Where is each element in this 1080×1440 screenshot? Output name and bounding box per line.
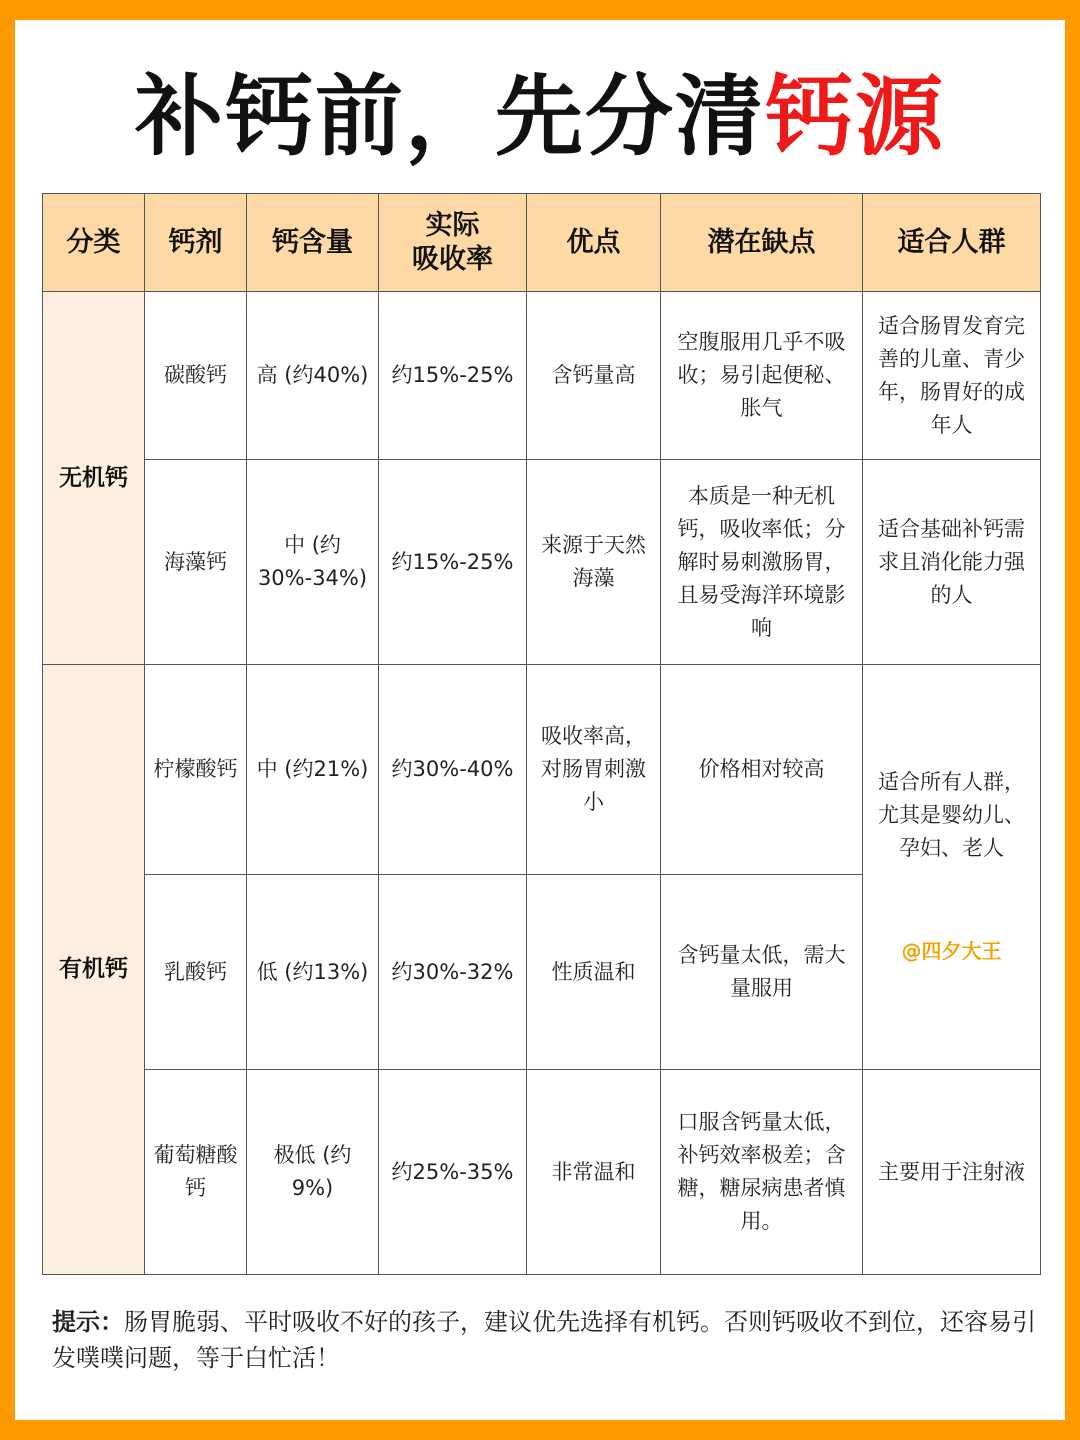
pros: 性质温和 bbox=[527, 875, 661, 1070]
table-row bbox=[43, 1070, 1041, 1275]
cons: 本质是一种无机钙，吸收率低；分解时易刺激肠胃，且易受海洋环境影响 bbox=[661, 460, 863, 665]
absorption-rate: 约15%-25% bbox=[379, 460, 527, 665]
header-absorption: 实际 吸收率 bbox=[379, 194, 527, 292]
cons: 口服含钙量太低，补钙效率极差；含糖，糖尿病患者慎用。 bbox=[661, 1070, 863, 1275]
header-pros: 优点 bbox=[527, 194, 661, 292]
pros: 吸收率高，对肠胃刺激小 bbox=[527, 665, 661, 875]
audience: 适合基础补钙需求且消化能力强的人 bbox=[863, 460, 1041, 665]
pros: 来源于天然海藻 bbox=[527, 460, 661, 665]
page-title bbox=[0, 62, 1080, 172]
table-row bbox=[43, 665, 1041, 875]
agent-name: 乳酸钙 bbox=[145, 875, 247, 1070]
audience: 适合肠胃发育完善的儿童、青少年，肠胃好的成年人 bbox=[863, 292, 1041, 460]
cons: 价格相对较高 bbox=[661, 665, 863, 875]
header-agent: 钙剂 bbox=[145, 194, 247, 292]
absorption-rate: 约25%-35% bbox=[379, 1070, 527, 1275]
table-row bbox=[43, 292, 1041, 460]
table-row bbox=[43, 460, 1041, 665]
agent-name: 柠檬酸钙 bbox=[145, 665, 247, 875]
agent-name: 海藻钙 bbox=[145, 460, 247, 665]
header-cons: 潜在缺点 bbox=[661, 194, 863, 292]
tip-note bbox=[52, 1304, 1052, 1376]
audience-merged bbox=[863, 665, 1041, 1070]
table-header-row bbox=[43, 194, 1041, 292]
audience: 主要用于注射液 bbox=[863, 1070, 1041, 1275]
absorption-rate: 约15%-25% bbox=[379, 292, 527, 460]
agent-name: 碳酸钙 bbox=[145, 292, 247, 460]
cons: 含钙量太低，需大量服用 bbox=[661, 875, 863, 1070]
pros: 非常温和 bbox=[527, 1070, 661, 1275]
agent-name: 葡萄糖酸钙 bbox=[145, 1070, 247, 1275]
calcium-content: 中 (约30%-34%) bbox=[247, 460, 379, 665]
cons: 空腹服用几乎不吸收；易引起便秘、胀气 bbox=[661, 292, 863, 460]
calcium-content: 低 (约13%) bbox=[247, 875, 379, 1070]
title-main: 补钙前，先分清 bbox=[134, 65, 765, 168]
header-audience: 适合人群 bbox=[863, 194, 1041, 292]
calcium-comparison-table bbox=[42, 193, 1041, 1275]
watermark: @四夕大王 bbox=[901, 939, 1002, 963]
absorption-rate-highlight: 约30%-40% bbox=[379, 665, 527, 875]
tip-text: 肠胃脆弱、平时吸收不好的孩子，建议优先选择有机钙。否则钙吸收不到位，还容易引发噗噗问题，等于白忙活！ bbox=[52, 1308, 1036, 1372]
header-calcium-content: 钙含量 bbox=[247, 194, 379, 292]
title-accent: 钙源 bbox=[765, 65, 946, 168]
category-organic: 有机钙 bbox=[43, 665, 145, 1275]
tip-label: 提示： bbox=[52, 1308, 124, 1336]
pros: 含钙量高 bbox=[527, 292, 661, 460]
calcium-content: 中 (约21%) bbox=[247, 665, 379, 875]
category-inorganic: 无机钙 bbox=[43, 292, 145, 665]
audience: 适合所有人群，尤其是婴幼儿、孕妇、老人 bbox=[878, 770, 1025, 860]
calcium-content: 高 (约40%) bbox=[247, 292, 379, 460]
absorption-rate: 约30%-32% bbox=[379, 875, 527, 1070]
header-category: 分类 bbox=[43, 194, 145, 292]
calcium-content: 极低 (约9%) bbox=[247, 1070, 379, 1275]
